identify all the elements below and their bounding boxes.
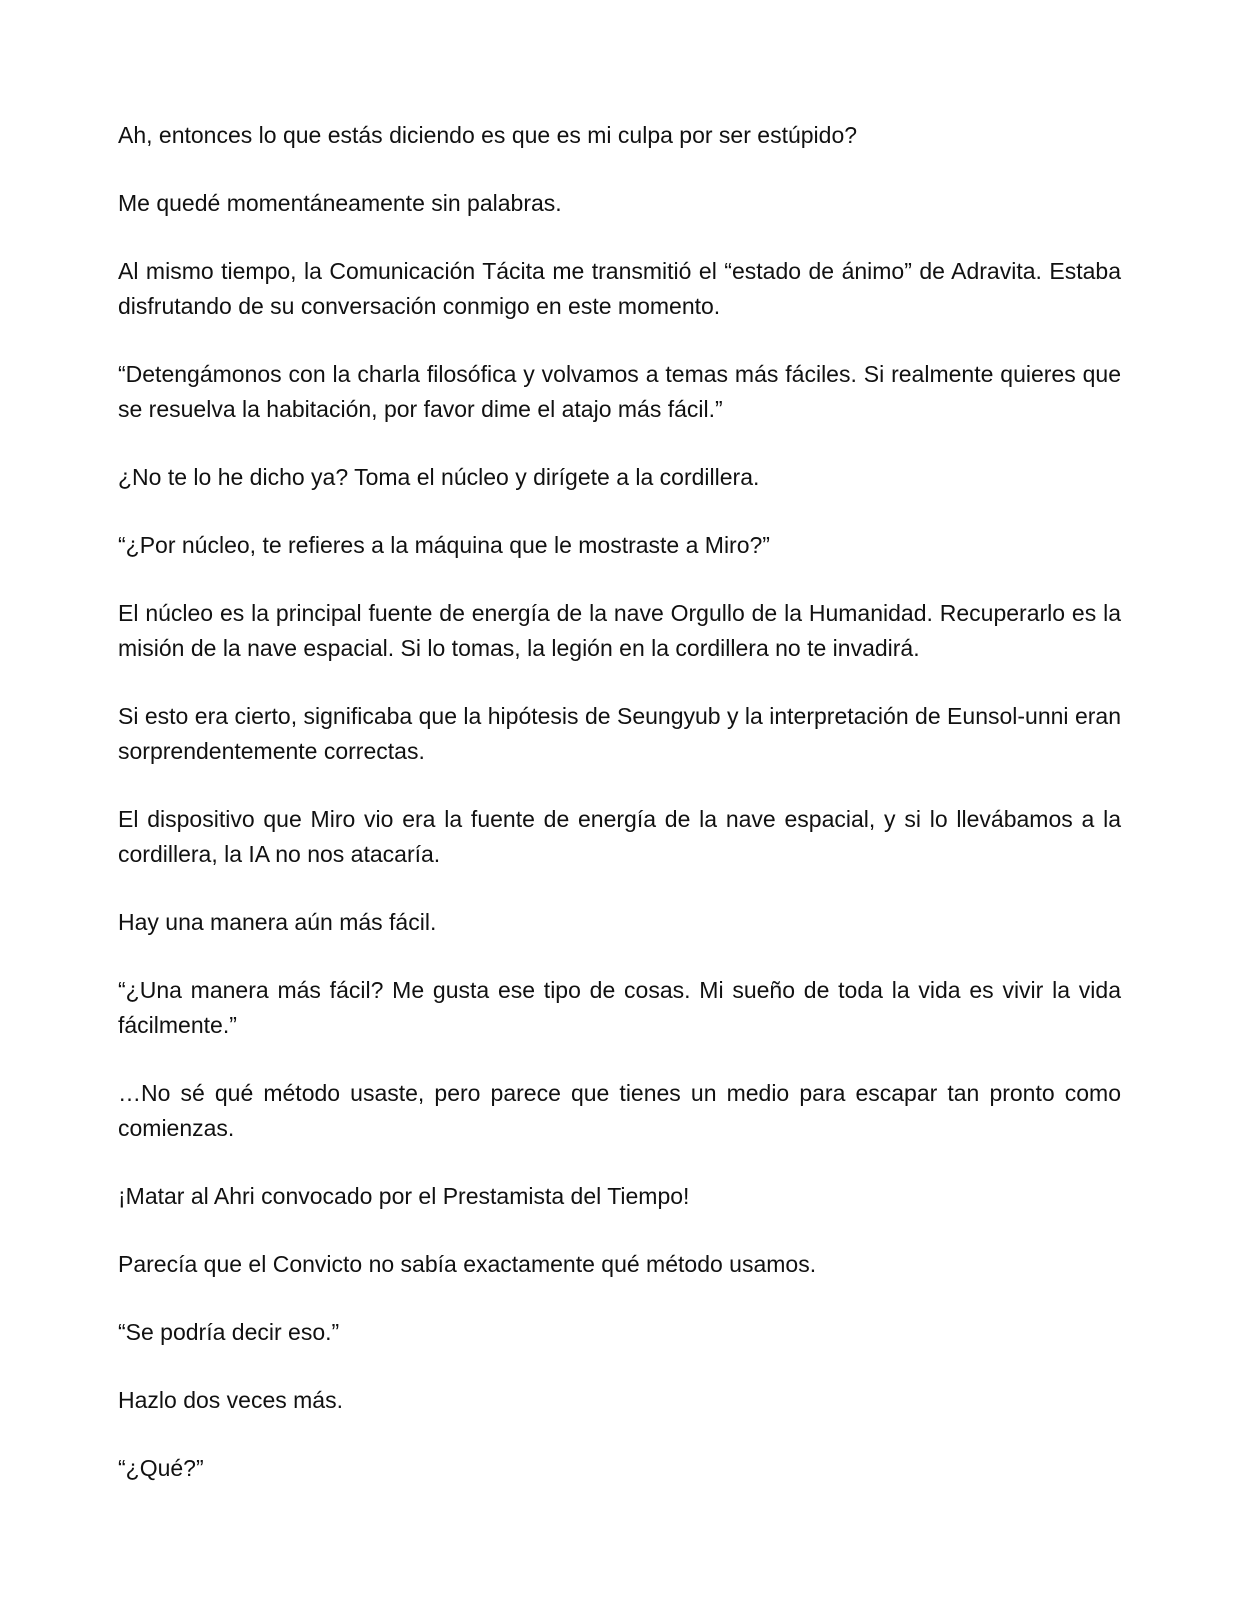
- paragraph-3: Al mismo tiempo, la Comunicación Tácita me transmitió el “estado de ánimo” de Adravita. Estaba disfrutando de su conversación conmigo en este momento.: [118, 258, 1121, 319]
- paragraph-10: Hay una manera aún más fácil.: [118, 909, 437, 935]
- paragraph-6: “¿Por núcleo, te refieres a la máquina que le mostraste a Miro?”: [118, 532, 770, 558]
- paragraph-12: …No sé qué método usaste, pero parece que tienes un medio para escapar tan pronto como comienzas.: [118, 1080, 1121, 1141]
- paragraph-15: “Se podría decir eso.”: [118, 1319, 340, 1345]
- paragraph-4: “Detengámonos con la charla filosófica y volvamos a temas más fáciles. Si realmente quieres que se resuelva la habitación, por favor dime el atajo más fácil.”: [118, 361, 1121, 422]
- paragraph-17: “¿Qué?”: [118, 1455, 204, 1481]
- paragraph-7: El núcleo es la principal fuente de energía de la nave Orgullo de la Humanidad. Recuperarlo es la misión de la nave espacial. Si lo tomas, la legión en la cordillera no te invadirá.: [118, 600, 1121, 661]
- paragraph-16: Hazlo dos veces más.: [118, 1387, 343, 1413]
- paragraph-13: ¡Matar al Ahri convocado por el Prestamista del Tiempo!: [118, 1183, 690, 1209]
- paragraph-1: Ah, entonces lo que estás diciendo es que es mi culpa por ser estúpido?: [118, 122, 858, 148]
- document-body: [118, 118, 1121, 1486]
- paragraph-2: Me quedé momentáneamente sin palabras.: [118, 190, 562, 216]
- paragraph-9: El dispositivo que Miro vio era la fuente de energía de la nave espacial, y si lo llevábamos a la cordillera, la IA no nos atacaría.: [118, 806, 1121, 867]
- paragraph-5: ¿No te lo he dicho ya? Toma el núcleo y dirígete a la cordillera.: [118, 464, 760, 490]
- paragraph-8: Si esto era cierto, significaba que la hipótesis de Seungyub y la interpretación de Eunsol-unni eran sorprendentemente correctas.: [118, 703, 1121, 764]
- paragraph-14: Parecía que el Convicto no sabía exactamente qué método usamos.: [118, 1251, 817, 1277]
- paragraph-11: “¿Una manera más fácil? Me gusta ese tipo de cosas. Mi sueño de toda la vida es vivir la vida fácilmente.”: [118, 977, 1121, 1038]
